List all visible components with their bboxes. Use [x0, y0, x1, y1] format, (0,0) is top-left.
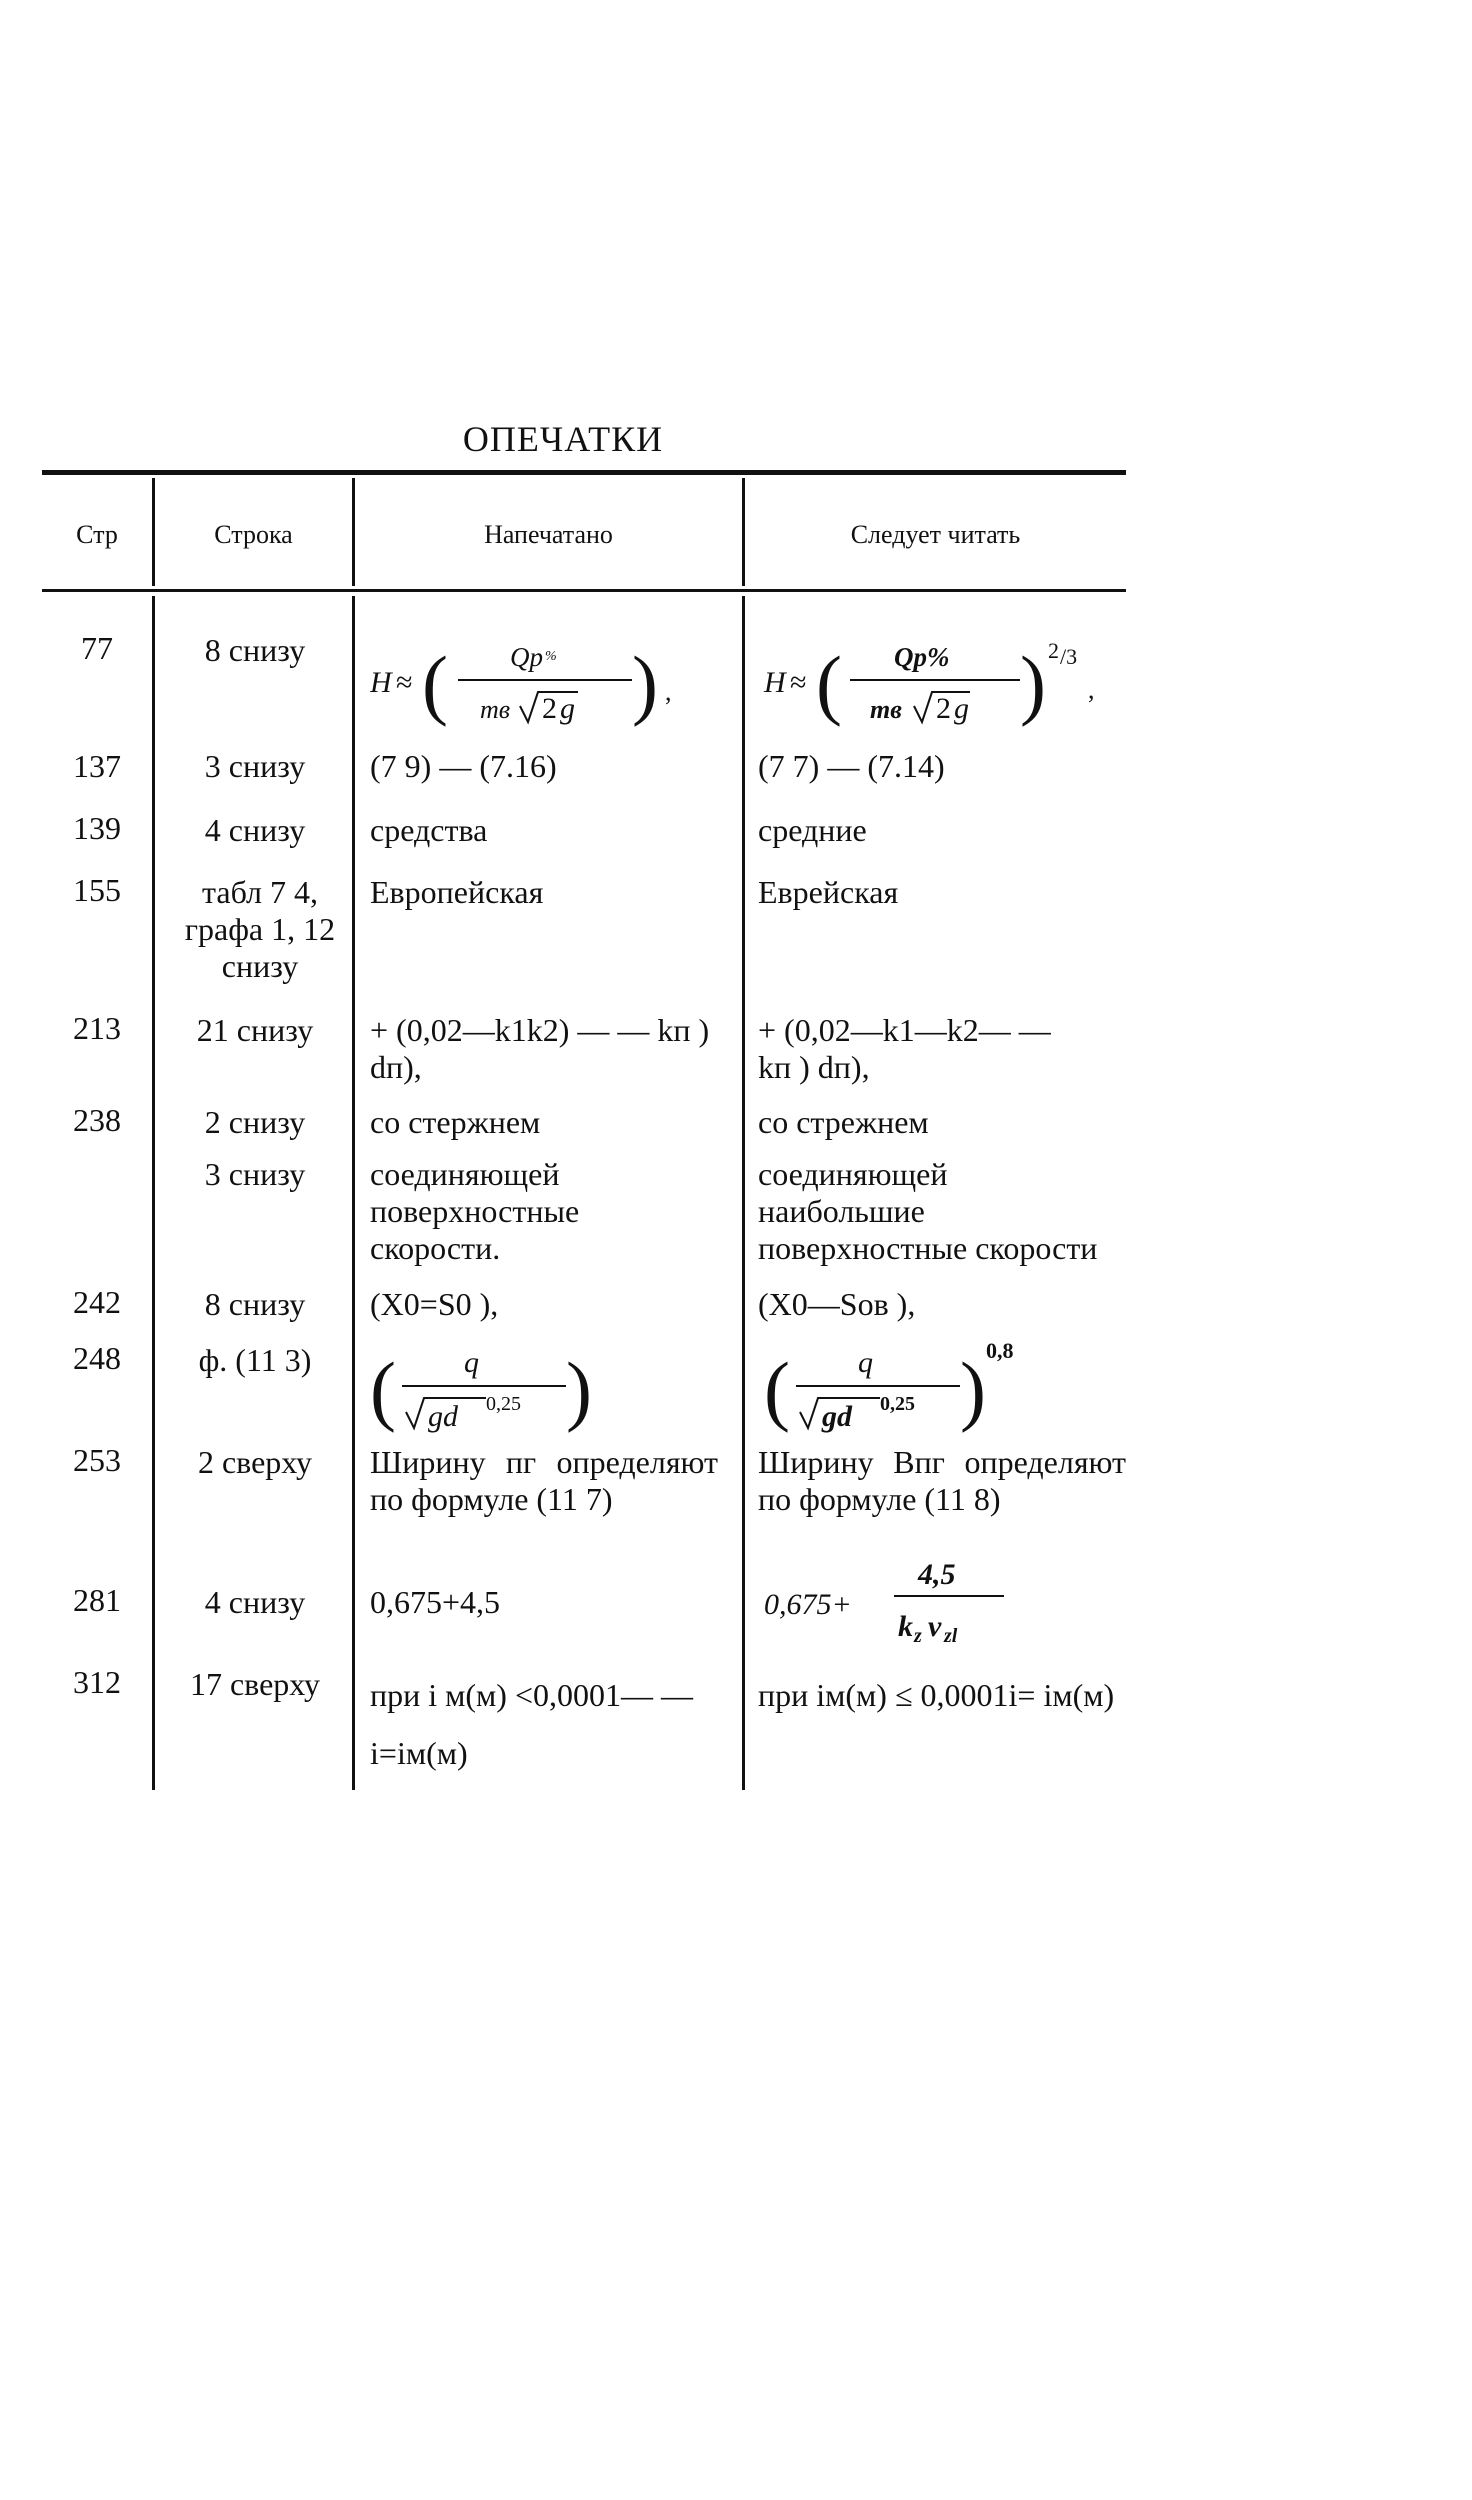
row-line: 8 снизу [204, 632, 306, 668]
row-read: Еврейская [758, 874, 899, 910]
table-header-rule [42, 589, 1126, 592]
row-read: (7 7) — (7.14) [758, 748, 945, 784]
read-formula [758, 1552, 1130, 1652]
row-line: 3 снизу [204, 748, 306, 784]
row-page: 281 [73, 1582, 121, 1618]
header-printed: Напечатано [484, 520, 613, 549]
svg-text:mв: mв [480, 695, 511, 724]
svg-text:mв: mв [870, 695, 902, 724]
svg-text:Qp%: Qp% [894, 642, 950, 672]
row-line: 4 снизу [204, 1584, 306, 1620]
svg-text:≈: ≈ [396, 666, 413, 699]
column-divider-1 [152, 596, 155, 1790]
row-line: 2 снизу [204, 1104, 306, 1140]
row-page: 137 [73, 748, 121, 784]
row-printed: Европейская [370, 874, 544, 910]
svg-text:(: ( [370, 1346, 396, 1433]
svg-text:z: z [914, 1625, 922, 1647]
row-printed: соединяющей поверхностные скорости. [370, 1156, 580, 1266]
svg-text:H: H [764, 666, 786, 699]
svg-text:g: g [954, 692, 969, 725]
svg-text:4,5: 4,5 [918, 1558, 956, 1591]
svg-text:(: ( [422, 640, 448, 727]
svg-text:gd: gd [822, 1400, 852, 1433]
read-formula [758, 1334, 1130, 1444]
row-page: 242 [73, 1284, 121, 1320]
row-printed: средства [370, 812, 488, 848]
svg-text:,: , [1088, 675, 1095, 704]
row-page: 155 [73, 872, 121, 908]
row-read: средние [758, 812, 867, 848]
svg-text:): ) [960, 1346, 986, 1433]
svg-text:H: H [370, 666, 392, 699]
row-printed: со стержнем [370, 1104, 541, 1140]
svg-text:): ) [632, 640, 658, 727]
svg-text:≈: ≈ [790, 666, 807, 699]
row-page: 139 [73, 810, 121, 846]
row-page: 248 [73, 1340, 121, 1376]
row-line: 2 сверху [197, 1444, 313, 1480]
row-printed: (7 9) — (7.16) [370, 748, 557, 784]
svg-text:2: 2 [936, 692, 951, 725]
svg-text:Qp: Qp [510, 642, 543, 672]
svg-text:gd: gd [428, 1400, 458, 1433]
printed-formula [370, 1334, 722, 1444]
row-read: со стрежнем [758, 1104, 929, 1140]
header-page: Стр [76, 520, 118, 549]
row-line: ф. (11 3) [198, 1342, 312, 1378]
row-page: 253 [73, 1442, 121, 1478]
column-divider-2 [352, 596, 355, 1790]
row-read: при iм(м) ≤ 0,0001i= iм(м) [758, 1677, 1115, 1713]
svg-text:(: ( [816, 640, 842, 727]
svg-text:(: ( [764, 1346, 790, 1433]
row-line: 17 сверху [189, 1666, 321, 1702]
row-read: Ширину Bпг определяют по формуле (11 8) [758, 1444, 1126, 1517]
svg-text:2: 2 [1048, 638, 1059, 663]
row-line: 3 снизу [204, 1156, 306, 1192]
column-divider-3 [742, 596, 745, 1790]
printed-formula [370, 628, 722, 738]
svg-text:0,25: 0,25 [880, 1393, 915, 1415]
svg-text:zl: zl [944, 1625, 958, 1647]
row-line: 4 снизу [204, 812, 306, 848]
row-page: 77 [81, 630, 113, 666]
svg-text:0,8: 0,8 [986, 1338, 1014, 1363]
row-read: соединяющей наибольшие поверхностные скорости [758, 1156, 1098, 1266]
svg-text:0,25: 0,25 [486, 1393, 521, 1415]
svg-text:k: k [898, 1610, 913, 1643]
svg-text:q: q [464, 1346, 479, 1379]
table-top-rule [42, 470, 1126, 475]
row-page: 312 [73, 1664, 121, 1700]
svg-text:/3: /3 [1060, 644, 1078, 669]
svg-text:%: % [545, 649, 557, 664]
row-printed: при i м(м) <0,0001— —i=iм(м) [370, 1677, 693, 1771]
svg-text:): ) [1020, 640, 1046, 727]
page-title: ОПЕЧАТКИ [462, 419, 664, 459]
row-read: + (0,02—k1—k2— —kп ) dп), [758, 1012, 1051, 1085]
svg-text:,: , [665, 677, 672, 706]
row-printed: Ширину пг определяют по формуле (11 7) [370, 1444, 718, 1517]
svg-text:g: g [560, 692, 575, 725]
header-line: Строка [214, 520, 293, 549]
row-page: 238 [73, 1102, 121, 1138]
row-printed: 0,675+4,5 [370, 1584, 501, 1620]
row-printed: + (0,02—k1k2) — — kп ) dп), [370, 1012, 710, 1085]
read-formula [758, 628, 1130, 738]
svg-text:0,675+: 0,675+ [764, 1588, 852, 1621]
svg-text:): ) [566, 1346, 592, 1433]
svg-text:q: q [858, 1346, 873, 1379]
svg-text:v: v [928, 1610, 942, 1643]
row-read: (X0—Sов ), [758, 1286, 916, 1322]
row-line: 21 снизу [196, 1012, 314, 1048]
row-line: 8 снизу [204, 1286, 306, 1322]
row-printed: (X0=S0 ), [370, 1286, 499, 1322]
header-read: Следует читать [850, 520, 1021, 549]
svg-text:2: 2 [542, 692, 557, 725]
row-page: 213 [73, 1010, 121, 1046]
row-line: табл 7 4, графа 1, 12 снизу [184, 874, 336, 984]
